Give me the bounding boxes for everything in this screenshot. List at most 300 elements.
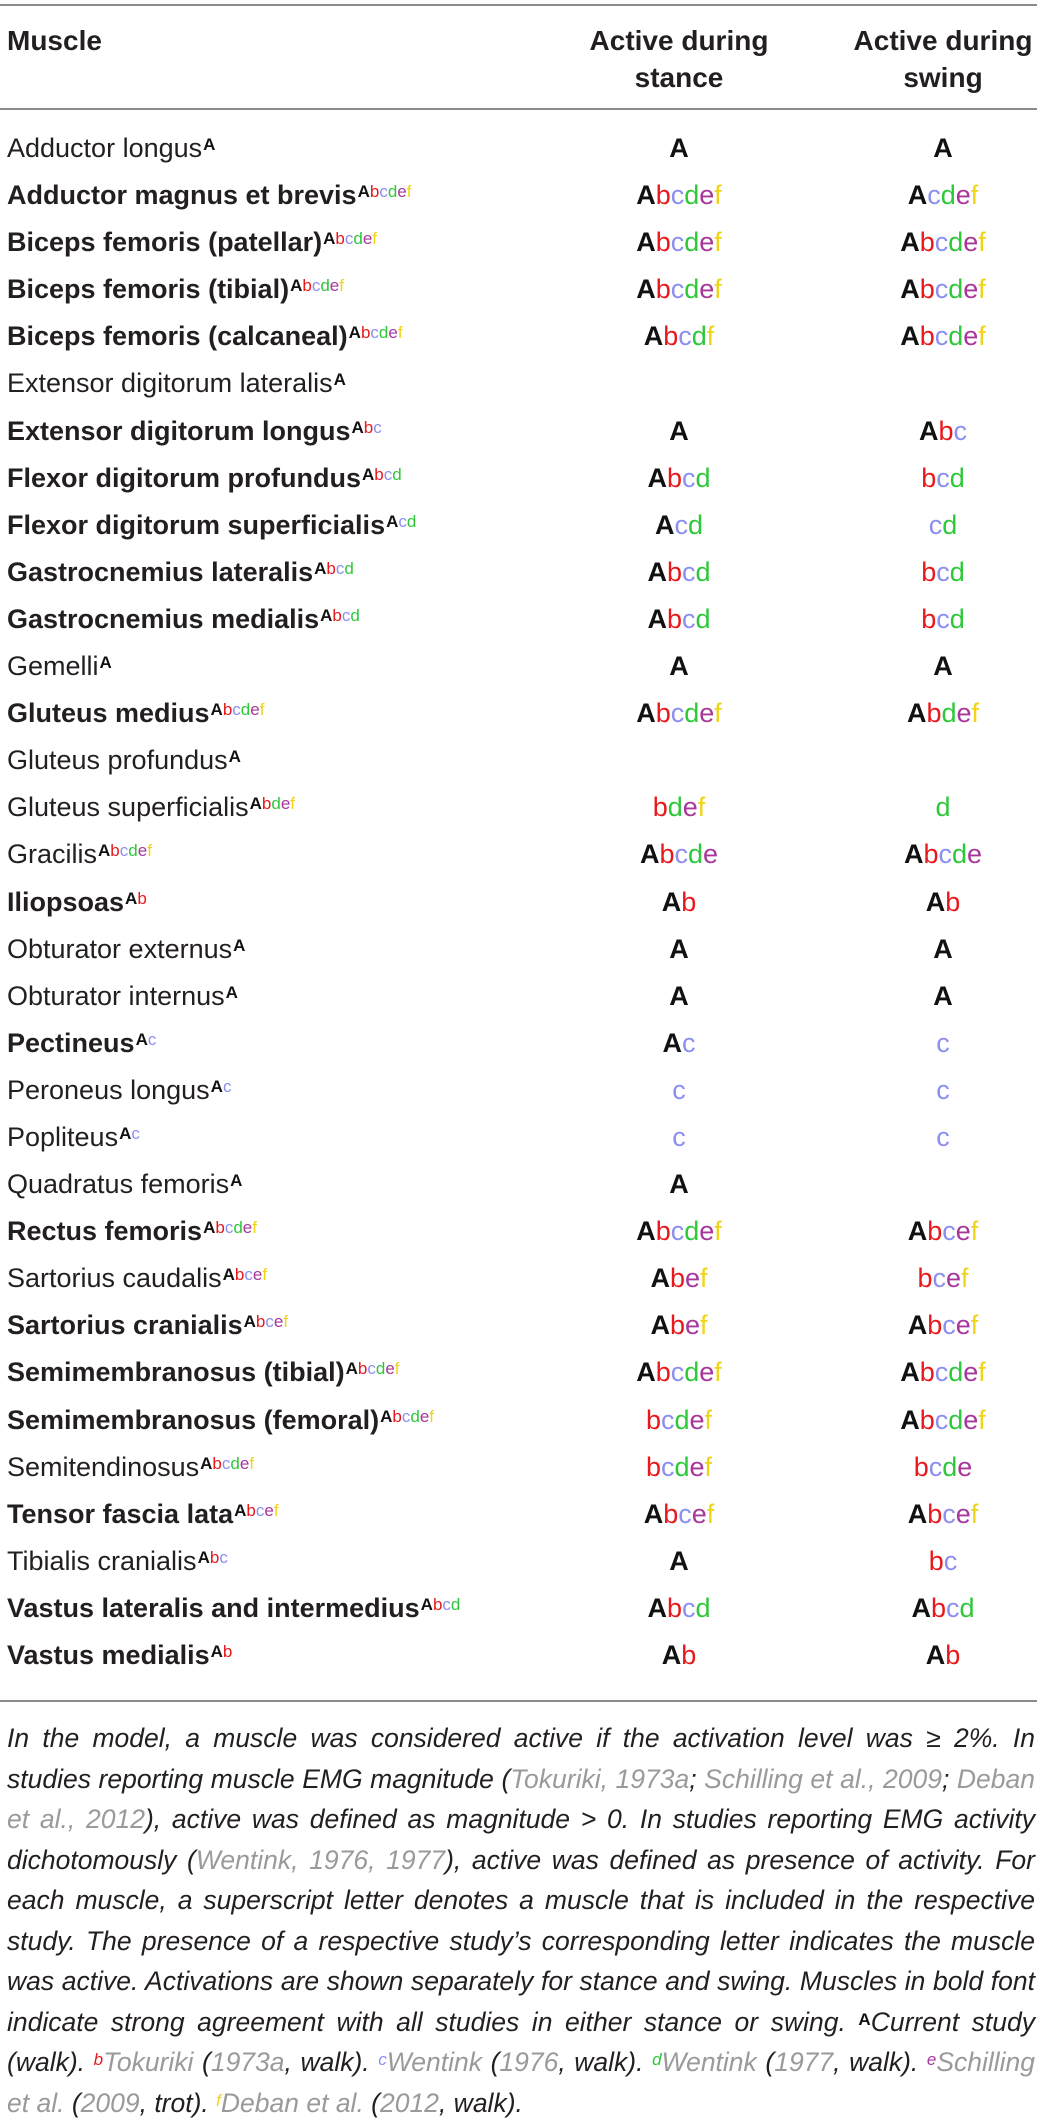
study-superscript bbox=[211, 700, 265, 719]
stance-letter-c: c bbox=[682, 603, 696, 634]
stance-letter-A: A bbox=[669, 1169, 689, 1200]
sup-letter-A: A bbox=[210, 1076, 223, 1096]
sup-letter-A: A bbox=[290, 276, 303, 296]
sup-letter-c: c bbox=[344, 229, 354, 249]
stance-letter-A: A bbox=[636, 1357, 656, 1388]
swing-letter-c: c bbox=[934, 227, 949, 258]
stance-letter-f: f bbox=[704, 1404, 713, 1435]
swing-letter-c: c bbox=[932, 1263, 946, 1294]
swing-cell bbox=[822, 599, 1043, 639]
header-rule bbox=[0, 108, 1037, 110]
sup-letter-f: f bbox=[147, 841, 152, 861]
study-superscript bbox=[421, 1595, 461, 1614]
stance-letter-A: A bbox=[661, 886, 682, 917]
study-superscript bbox=[203, 135, 215, 154]
swing-letter-c: c bbox=[946, 1592, 960, 1623]
muscle-name-cell bbox=[7, 1541, 228, 1581]
sup-letter-A: A bbox=[243, 1312, 256, 1332]
muscle-name: Quadratus femoris bbox=[7, 1169, 230, 1200]
table-row bbox=[0, 458, 1043, 505]
swing-letter-A: A bbox=[925, 1640, 946, 1670]
stance-letter-b: b bbox=[663, 1498, 679, 1529]
swing-cell bbox=[822, 458, 1043, 498]
sup-letter-A: A bbox=[99, 653, 112, 673]
stance-letter-e: e bbox=[699, 274, 715, 305]
swing-letter-b: b bbox=[928, 1545, 944, 1576]
muscle-name: Popliteus bbox=[7, 1121, 119, 1152]
sup-letter-b: b bbox=[369, 182, 380, 202]
muscle-name: Vastus medialis bbox=[7, 1640, 210, 1670]
citation-link[interactable]: Tokuriki, 1973a bbox=[510, 1763, 690, 1794]
swing-letter-f: f bbox=[970, 1216, 979, 1247]
sup-letter-c: c bbox=[131, 1123, 140, 1143]
muscle-name: Biceps femoris (tibial) bbox=[7, 274, 290, 305]
stance-cell bbox=[556, 1070, 802, 1110]
sup-letter-A: A bbox=[314, 558, 327, 578]
study-superscript bbox=[229, 747, 241, 766]
swing-letter-A: A bbox=[918, 415, 939, 446]
stance-letter-A: A bbox=[647, 462, 667, 493]
sup-letter-c: c bbox=[379, 182, 388, 202]
sup-letter-b: b bbox=[246, 1500, 256, 1520]
stance-letter-d: d bbox=[684, 227, 700, 258]
stance-cell bbox=[556, 316, 802, 356]
muscle-name-cell bbox=[7, 646, 112, 686]
stance-letter-b: b bbox=[666, 1592, 682, 1623]
swing-letter-b: b bbox=[927, 1310, 943, 1341]
study-superscript bbox=[244, 1312, 288, 1331]
muscle-name: Biceps femoris (patellar) bbox=[7, 227, 323, 258]
citation-link[interactable]: Deban et al., 2012 bbox=[7, 1763, 1035, 1834]
sup-letter-d: d bbox=[353, 229, 363, 249]
swing-cell bbox=[822, 1588, 1043, 1628]
table-row bbox=[0, 740, 1043, 787]
muscle-name: Biceps femoris (calcaneal) bbox=[7, 321, 348, 352]
table-row bbox=[0, 693, 1043, 740]
muscle-name-cell bbox=[7, 316, 403, 356]
swing-letter-A: A bbox=[907, 1498, 928, 1529]
stance-letter-A: A bbox=[669, 415, 689, 446]
stance-letter-e: e bbox=[684, 1310, 701, 1341]
header-stance-line1: Active during bbox=[589, 25, 769, 56]
sup-letter-c: c bbox=[311, 276, 321, 296]
citation-link[interactable]: 1977 bbox=[774, 2047, 834, 2077]
stance-cell bbox=[556, 834, 802, 874]
swing-letter-c: c bbox=[936, 603, 950, 634]
swing-cell bbox=[822, 1447, 1043, 1487]
footnote-text: , walk). bbox=[833, 2047, 927, 2077]
stance-cell bbox=[556, 1258, 802, 1298]
stance-letter-d: d bbox=[684, 698, 700, 729]
footnote-letter: d bbox=[652, 2050, 662, 2069]
stance-cell bbox=[556, 1494, 802, 1534]
bottom-rule bbox=[0, 1700, 1037, 1702]
sup-letter-A: A bbox=[249, 794, 262, 814]
stance-letter-c: c bbox=[674, 839, 688, 870]
stance-cell bbox=[556, 1400, 802, 1440]
sup-letter-b: b bbox=[234, 1265, 245, 1285]
stance-letter-e: e bbox=[699, 698, 715, 729]
sup-letter-c: c bbox=[335, 558, 345, 578]
swing-letter-A: A bbox=[903, 839, 924, 870]
study-superscript bbox=[98, 841, 152, 860]
stance-letter-d: d bbox=[695, 603, 711, 634]
sup-letter-A: A bbox=[357, 182, 370, 202]
footnote-text: , trot). bbox=[139, 2087, 217, 2118]
table-row bbox=[0, 1352, 1043, 1399]
table-row bbox=[0, 1117, 1043, 1164]
sup-letter-d: d bbox=[271, 794, 281, 814]
table-row bbox=[0, 1588, 1043, 1635]
muscle-name-cell bbox=[7, 740, 241, 780]
sup-letter-A: A bbox=[345, 1359, 358, 1379]
stance-letter-A: A bbox=[669, 133, 689, 163]
swing-letter-c: c bbox=[936, 556, 950, 587]
stance-letter-c: c bbox=[682, 1592, 696, 1623]
stance-letter-A: A bbox=[636, 227, 656, 258]
swing-letter-b: b bbox=[921, 462, 937, 493]
muscle-name-cell bbox=[7, 269, 344, 309]
sup-letter-f: f bbox=[273, 1500, 279, 1520]
stance-letter-b: b bbox=[655, 227, 671, 258]
swing-letter-b: b bbox=[919, 1404, 935, 1435]
table-row bbox=[0, 1258, 1043, 1305]
stance-letter-c: c bbox=[660, 1404, 675, 1435]
sup-letter-c: c bbox=[224, 1218, 234, 1238]
swing-cell bbox=[822, 1541, 1043, 1581]
sup-letter-A: A bbox=[228, 747, 241, 767]
study-superscript bbox=[211, 1642, 233, 1661]
sup-letter-f: f bbox=[252, 1218, 257, 1238]
swing-letter-A: A bbox=[907, 1310, 928, 1341]
citation-link[interactable]: Schilling et al., 2009 bbox=[704, 1763, 942, 1794]
stance-cell bbox=[556, 552, 802, 592]
table-row bbox=[0, 411, 1043, 458]
citation-link[interactable]: Tokuriki bbox=[103, 2047, 194, 2077]
study-superscript bbox=[386, 512, 416, 531]
muscle-name-cell bbox=[7, 787, 295, 827]
sup-letter-b: b bbox=[332, 605, 342, 625]
muscle-name-cell bbox=[7, 976, 238, 1016]
stance-letter-f: f bbox=[714, 698, 722, 729]
swing-cell bbox=[822, 505, 1043, 545]
stance-letter-e: e bbox=[699, 180, 715, 211]
table-footnote bbox=[7, 1718, 1035, 2123]
stance-letter-A: A bbox=[636, 274, 656, 305]
muscle-name-cell bbox=[7, 175, 412, 215]
muscle-name-cell bbox=[7, 834, 152, 874]
stance-cell bbox=[556, 882, 802, 922]
stance-letter-b: b bbox=[666, 556, 682, 587]
swing-letter-d: d bbox=[948, 274, 964, 305]
swing-letter-e: e bbox=[963, 1404, 979, 1435]
footnote-letter: e bbox=[926, 2050, 937, 2069]
muscle-name-cell bbox=[7, 882, 147, 922]
sup-letter-c: c bbox=[370, 323, 379, 343]
stance-letter-b: b bbox=[669, 1310, 685, 1341]
table-body bbox=[0, 128, 1043, 1682]
stance-letter-c: c bbox=[682, 556, 696, 587]
stance-letter-b: b bbox=[655, 698, 671, 729]
sup-letter-c: c bbox=[341, 605, 351, 625]
sup-letter-A: A bbox=[119, 1123, 132, 1143]
table-row bbox=[0, 1164, 1043, 1211]
study-superscript bbox=[125, 889, 147, 908]
stance-letter-c: c bbox=[670, 698, 685, 729]
footnote-text: , walk). bbox=[284, 2047, 379, 2077]
citation-link[interactable]: 2012 bbox=[380, 2087, 439, 2118]
muscle-name: Flexor digitorum superficialis bbox=[7, 509, 386, 540]
muscle-name-cell bbox=[7, 128, 215, 168]
swing-letter-f: f bbox=[978, 1404, 986, 1435]
sup-letter-c: c bbox=[147, 1029, 157, 1049]
citation-link[interactable]: 1976 bbox=[499, 2047, 559, 2077]
study-superscript bbox=[119, 1124, 140, 1143]
sup-letter-c: c bbox=[221, 1453, 231, 1473]
sup-letter-A: A bbox=[348, 323, 361, 343]
citation-link[interactable]: 1973a bbox=[210, 2047, 285, 2077]
sup-letter-d: d bbox=[240, 700, 251, 720]
muscle-name: Gemelli bbox=[7, 651, 99, 682]
swing-letter-d: d bbox=[959, 1592, 975, 1623]
swing-letter-e: e bbox=[955, 1498, 971, 1529]
swing-letter-e: e bbox=[955, 1310, 971, 1341]
sup-letter-e: e bbox=[137, 841, 148, 861]
sup-letter-d: d bbox=[233, 1218, 243, 1238]
table-row bbox=[0, 976, 1043, 1023]
stance-cell bbox=[556, 693, 802, 733]
muscle-name-cell bbox=[7, 1494, 279, 1534]
table-row bbox=[0, 269, 1043, 316]
swing-letter-e: e bbox=[945, 1263, 962, 1294]
stance-letter-b: b bbox=[681, 886, 697, 917]
swing-letter-e: e bbox=[967, 839, 983, 870]
swing-letter-A: A bbox=[900, 227, 920, 258]
sup-letter-b: b bbox=[255, 1312, 266, 1332]
stance-letter-b: b bbox=[645, 1404, 661, 1435]
muscle-name: Tibialis cranialis bbox=[7, 1545, 197, 1576]
stance-letter-b: b bbox=[645, 1451, 661, 1482]
footnote-text: ( bbox=[193, 2047, 211, 2077]
swing-letter-A: A bbox=[907, 180, 928, 211]
sup-letter-A: A bbox=[98, 841, 111, 861]
sup-letter-d: d bbox=[378, 323, 389, 343]
stance-letter-e: e bbox=[684, 1263, 701, 1294]
footnote-text: ( bbox=[363, 2087, 380, 2118]
stance-letter-A: A bbox=[647, 1592, 667, 1623]
sup-letter-d: d bbox=[392, 464, 402, 484]
stance-letter-f: f bbox=[700, 1310, 708, 1341]
swing-letter-b: b bbox=[938, 415, 954, 446]
swing-cell bbox=[822, 128, 1043, 168]
stance-letter-e: e bbox=[703, 839, 719, 870]
footnote-letter: f bbox=[216, 2090, 221, 2110]
study-superscript bbox=[234, 1501, 278, 1520]
swing-letter-b: b bbox=[927, 1216, 943, 1247]
citation-link[interactable]: Wentink, 1976, 1977 bbox=[195, 1844, 446, 1875]
swing-letter-c: c bbox=[928, 509, 943, 540]
swing-letter-e: e bbox=[955, 180, 971, 211]
table-row bbox=[0, 316, 1043, 363]
table-row bbox=[0, 787, 1043, 834]
citation-link[interactable]: Deban et al. bbox=[220, 2087, 364, 2118]
muscle-name: Obturator internus bbox=[7, 980, 225, 1011]
sup-letter-b: b bbox=[110, 841, 120, 861]
swing-letter-f: f bbox=[961, 1263, 969, 1294]
sup-letter-c: c bbox=[442, 1594, 451, 1614]
sup-letter-A: A bbox=[203, 1218, 216, 1238]
sup-letter-c: c bbox=[265, 1312, 274, 1332]
swing-letter-b: b bbox=[921, 556, 937, 587]
sup-letter-b: b bbox=[360, 323, 371, 343]
swing-letter-e: e bbox=[963, 321, 979, 352]
swing-letter-A: A bbox=[900, 321, 920, 352]
stance-letter-d: d bbox=[691, 321, 707, 352]
stance-letter-c: c bbox=[678, 321, 692, 352]
sup-letter-A: A bbox=[380, 1406, 393, 1426]
swing-letter-c: c bbox=[936, 462, 950, 493]
muscle-name-cell bbox=[7, 1211, 257, 1251]
swing-cell bbox=[822, 1070, 1043, 1110]
citation-link[interactable]: 2009 bbox=[80, 2087, 140, 2118]
swing-letter-b: b bbox=[913, 1451, 929, 1482]
study-superscript bbox=[352, 418, 382, 437]
swing-letter-d: d bbox=[942, 1451, 958, 1482]
sup-letter-c: c bbox=[367, 1359, 376, 1379]
stance-cell bbox=[556, 976, 802, 1016]
swing-letter-e: e bbox=[957, 1451, 973, 1482]
stance-letter-A: A bbox=[669, 980, 689, 1011]
stance-cell bbox=[556, 222, 802, 262]
footnote-text: , walk). bbox=[558, 2047, 653, 2077]
sup-letter-A: A bbox=[200, 1453, 213, 1473]
sup-letter-A: A bbox=[333, 370, 346, 390]
stance-letter-A: A bbox=[650, 1263, 670, 1294]
swing-letter-f: f bbox=[970, 1310, 979, 1341]
swing-cell bbox=[822, 787, 1043, 827]
stance-letter-b: b bbox=[666, 462, 682, 493]
swing-letter-d: d bbox=[941, 698, 957, 729]
table-row bbox=[0, 1070, 1043, 1117]
stance-letter-b: b bbox=[655, 1357, 671, 1388]
stance-letter-A: A bbox=[661, 1640, 682, 1670]
sup-letter-c: c bbox=[232, 700, 241, 720]
stance-letter-A: A bbox=[669, 1545, 689, 1576]
swing-letter-d: d bbox=[940, 180, 956, 211]
stance-cell bbox=[556, 929, 802, 969]
stance-letter-f: f bbox=[714, 180, 722, 211]
muscle-name-cell bbox=[7, 1305, 288, 1345]
citation-link[interactable]: Schilling et al. bbox=[7, 2047, 1036, 2118]
table-row bbox=[0, 1211, 1043, 1258]
sup-letter-c: c bbox=[244, 1265, 253, 1285]
swing-letter-e: e bbox=[963, 227, 979, 258]
muscle-name-cell bbox=[7, 411, 382, 451]
muscle-name-cell bbox=[7, 363, 346, 403]
sup-letter-A: A bbox=[125, 888, 138, 908]
muscle-name: Iliopsoas bbox=[7, 886, 125, 917]
swing-cell bbox=[822, 269, 1043, 309]
header-swing-line2: swing bbox=[903, 62, 983, 93]
table-row bbox=[0, 834, 1043, 881]
citation-link[interactable]: Wentink bbox=[661, 2047, 757, 2077]
stance-letter-e: e bbox=[699, 1357, 715, 1388]
stance-letter-b: b bbox=[666, 603, 682, 634]
muscle-name: Sartorius caudalis bbox=[7, 1263, 222, 1294]
study-superscript bbox=[200, 1454, 254, 1473]
sup-letter-c: c bbox=[398, 511, 407, 531]
sup-letter-e: e bbox=[419, 1406, 430, 1426]
muscle-name: Semitendinosus bbox=[7, 1451, 200, 1482]
swing-letter-d: d bbox=[948, 227, 964, 258]
swing-letter-b: b bbox=[917, 1263, 933, 1294]
sup-letter-e: e bbox=[329, 276, 340, 296]
sup-letter-e: e bbox=[388, 323, 398, 343]
swing-letter-A: A bbox=[907, 1216, 928, 1247]
muscle-name: Gluteus medius bbox=[7, 698, 210, 729]
sup-letter-f: f bbox=[249, 1453, 255, 1473]
swing-cell bbox=[822, 316, 1043, 356]
swing-letter-e: e bbox=[963, 1357, 979, 1388]
stance-cell bbox=[556, 1447, 802, 1487]
muscle-name-cell bbox=[7, 929, 245, 969]
footnote-text: ), active was defined as presence of activity. For each muscle, a superscript letter denotes a muscle that is included in the respective study. The presence of a respective study’s corresponding letter indicates the muscle was active. Activations are shown separately for stance and swing. Muscles in bold font indicate strong agreement with all studies in either stance or swing. bbox=[7, 1844, 1035, 2037]
stance-letter-A: A bbox=[647, 603, 667, 634]
swing-letter-f: f bbox=[971, 698, 980, 729]
muscle-name: Semimembranosus (tibial) bbox=[7, 1357, 345, 1388]
muscle-name-cell bbox=[7, 1164, 242, 1204]
swing-letter-c: c bbox=[936, 1074, 950, 1105]
citation-link[interactable]: Wentink bbox=[386, 2047, 482, 2077]
swing-letter-d: d bbox=[948, 321, 964, 352]
sup-letter-b: b bbox=[363, 417, 374, 437]
swing-letter-d: d bbox=[942, 509, 958, 540]
swing-letter-d: d bbox=[935, 792, 951, 823]
sup-letter-b: b bbox=[326, 558, 336, 578]
swing-letter-f: f bbox=[978, 1357, 986, 1388]
swing-letter-A: A bbox=[933, 133, 953, 163]
swing-letter-c: c bbox=[942, 1216, 956, 1247]
stance-letter-c: c bbox=[682, 462, 696, 493]
muscle-name: Sartorius cranialis bbox=[7, 1310, 243, 1341]
table-row bbox=[0, 1305, 1043, 1352]
table-row bbox=[0, 929, 1043, 976]
stance-cell bbox=[556, 646, 802, 686]
swing-letter-b: b bbox=[919, 274, 935, 305]
sup-letter-b: b bbox=[222, 1642, 233, 1661]
stance-letter-f: f bbox=[706, 321, 715, 352]
swing-letter-d: d bbox=[949, 603, 965, 634]
stance-letter-A: A bbox=[643, 321, 664, 352]
study-superscript bbox=[250, 794, 295, 813]
stance-letter-A: A bbox=[639, 839, 660, 870]
muscle-name: Gluteus profundus bbox=[7, 745, 228, 776]
footnote-letter: b bbox=[93, 2050, 104, 2069]
table-row bbox=[0, 599, 1043, 646]
study-superscript bbox=[314, 559, 354, 578]
muscle-name-cell bbox=[7, 1400, 434, 1440]
table-row bbox=[0, 1494, 1043, 1541]
study-superscript bbox=[226, 983, 238, 1002]
swing-letter-A: A bbox=[933, 651, 953, 682]
swing-cell bbox=[822, 175, 1043, 215]
stance-cell bbox=[556, 787, 802, 827]
sup-letter-b: b bbox=[137, 888, 147, 908]
sup-letter-A: A bbox=[361, 464, 375, 484]
stance-letter-f: f bbox=[714, 1357, 722, 1388]
muscle-name: Gluteus superficialis bbox=[7, 792, 249, 823]
muscle-name: Tensor fascia lata bbox=[7, 1498, 234, 1529]
